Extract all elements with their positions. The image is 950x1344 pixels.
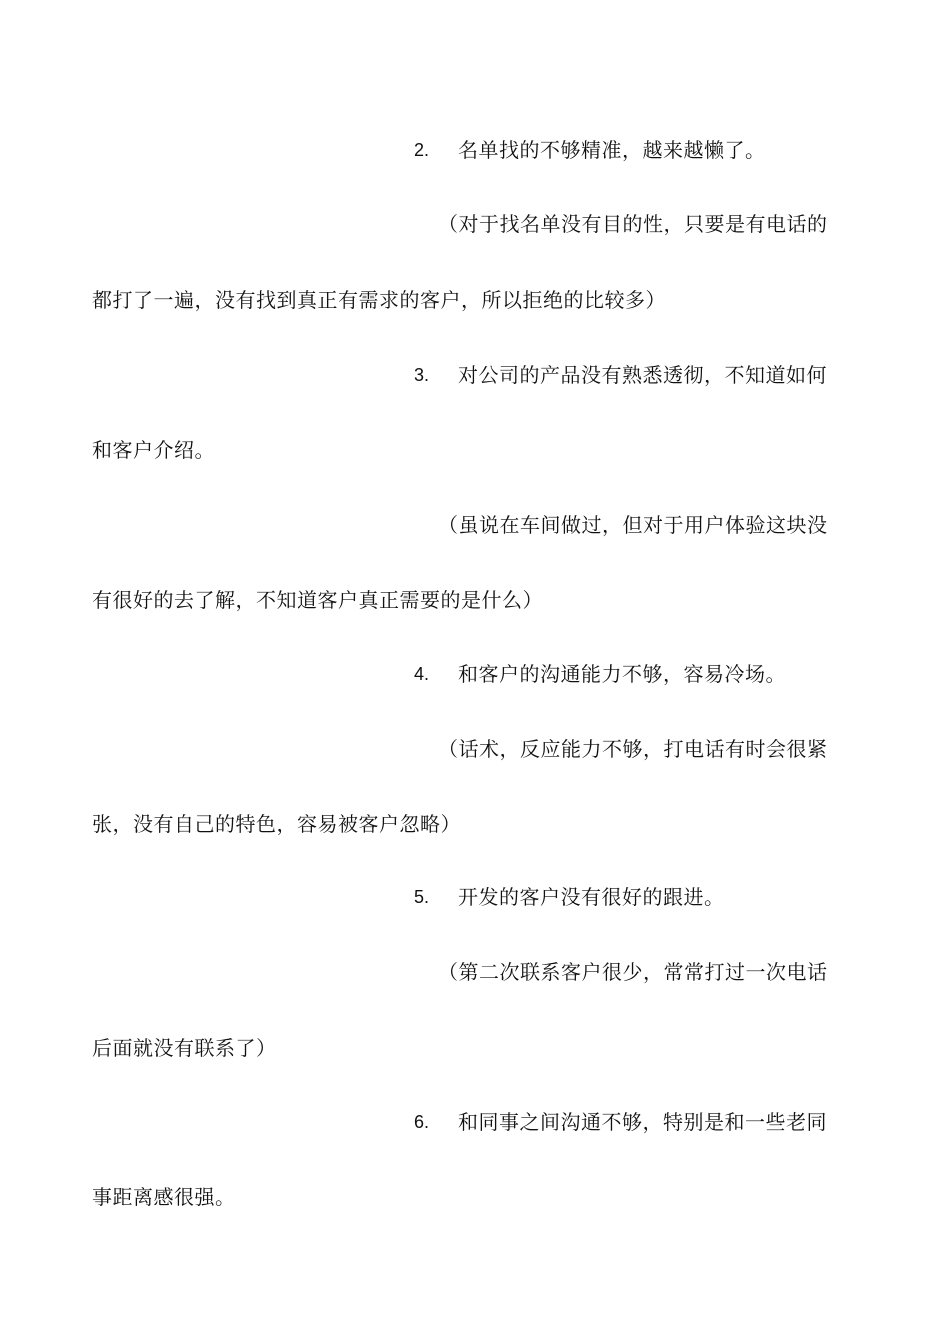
item-6-title-cont: 事距离感很强。 — [92, 1185, 236, 1209]
item-4-title: 和客户的沟通能力不够，容易冷场。 — [458, 662, 786, 686]
item-4-number: 4. — [414, 664, 430, 684]
item-2-title: 名单找的不够精准，越来越懒了。 — [458, 138, 766, 162]
item-4-note-line1: （话术，反应能力不够，打电话有时会很紧 — [438, 737, 828, 761]
item-3-note-line1: （虽说在车间做过，但对于用户体验这块没 — [438, 513, 828, 537]
item-3-number: 3. — [414, 365, 430, 385]
item-6-title: 和同事之间沟通不够，特别是和一些老同 — [458, 1110, 827, 1134]
item-3-title-cont: 和客户介绍。 — [92, 438, 215, 462]
item-2-note-line2: 都打了一遍，没有找到真正有需求的客户，所以拒绝的比较多） — [92, 288, 666, 312]
item-3-title: 对公司的产品没有熟悉透彻，不知道如何 — [458, 363, 827, 387]
item-5-number: 5. — [414, 887, 430, 907]
item-2-number: 2. — [414, 140, 430, 160]
item-2-note-line1: （对于找名单没有目的性，只要是有电话的 — [438, 212, 828, 236]
item-3-note-line2: 有很好的去了解，不知道客户真正需要的是什么） — [92, 588, 543, 612]
item-5-title: 开发的客户没有很好的跟进。 — [458, 885, 725, 909]
item-4-note-line2: 张，没有自己的特色，容易被客户忽略） — [92, 812, 461, 836]
item-5-note-line1: （第二次联系客户很少，常常打过一次电话 — [438, 960, 828, 984]
item-6-number: 6. — [414, 1112, 430, 1132]
item-5-note-line2: 后面就没有联系了） — [92, 1036, 277, 1060]
